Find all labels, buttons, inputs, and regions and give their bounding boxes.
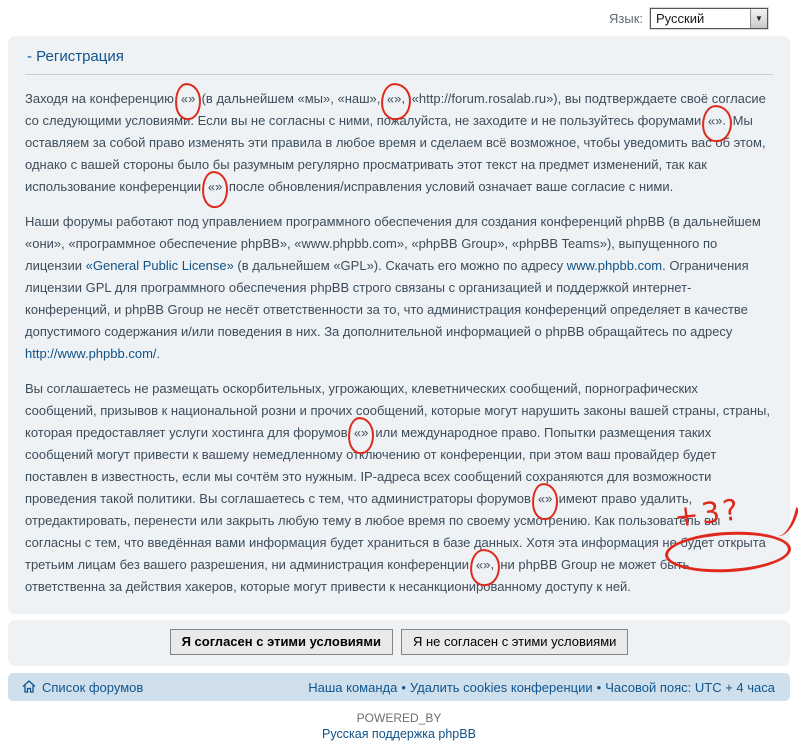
terms-text-segment: Мы оставляем за собой право изменять эти правила в любое время и сделаем всё возможное, чтобы уведомить вас об этом, однако с вашей стороны было бы разумным регулярно просматривать этот текст на предмет изменений, так как использование конференции [25,113,766,194]
chevron-down-icon[interactable]: ▼ [750,9,767,28]
red-pen-circle-annotation: «», [380,82,413,121]
red-pen-circle-annotation: «». [701,104,734,143]
terms-text-segment: после обновления/исправления условий означает ваше согласие с ними. [225,179,674,194]
language-label: Язык: [609,11,643,26]
powered-by-block [0,710,798,742]
terms-text-segment: Вы соглашаетесь не размещать оскорбительных, угрожающих, клеветнических сообщений, порнографических сообщений, призывов к национальной розни и прочих сообщений, которые могут нарушить законы вашей страны, страны, которая предоставляет услуги хостинга для форумов [25,381,770,440]
board-index-label: Список форумов [42,679,144,695]
terms-text-segment: Заходя на конференцию [25,91,178,106]
home-icon [22,680,36,693]
terms-text-segment: имеют право удалить, отредактировать, перенести или закрыть любую тему в любое время по своему усмотрению. Как пользователь вы согласны с тем, что введённая вами информация будет храниться в базе данных. Хотя эта информация не будет открыта третьим лицам без вашего разрешения, ни администрация конференции [25,491,766,572]
language-select-value: Русский [656,11,705,26]
inline-link[interactable]: http://www.phpbb.com/ [25,346,157,361]
terms-paragraph [25,211,773,365]
red-pen-circle-annotation: «» [173,82,202,121]
handwritten-plus3-annotation: +3? [672,492,743,534]
footer-separator: • [401,679,406,695]
terms-text-segment: (в дальнейшем «мы», «наш», [197,91,384,106]
inline-link[interactable]: «General Public License» [85,258,234,273]
language-select[interactable] [650,8,768,29]
terms-paragraph [25,378,773,598]
language-bar [0,0,798,30]
title-divider [25,74,773,75]
registration-panel [8,36,790,614]
page-title: - Регистрация [27,48,124,65]
terms-text-segment: ни phpBB Group не может быть ответственна за действия хакеров, которые могут привести к несанкционированному доступу к ней. [25,557,690,594]
terms-text-segment: (в дальнейшем «GPL»). Скачать его можно по адресу [233,258,567,273]
phpbb-support-link[interactable]: Русская поддержка phpBB [322,727,476,741]
footer-bar [8,673,790,701]
red-pen-circle-annotation: «» [347,416,376,455]
agree-button[interactable]: Я согласен с этими условиями [170,629,393,655]
inline-link[interactable]: www.phpbb.com [566,258,663,273]
delete-cookies-link[interactable]: Удалить cookies конференции [409,679,593,695]
terms-text-segment: . Ограничения лицензии GPL для программного обеспечения phpBB строго связаны с организацией и поддержкой интернет-конференций, и phpBB Group не несёт ответственности за то, что администрация конференций определяет в качестве допустимого содержания и/или поведения в них. За дополнительной информацией о phpBB обращайтесь по адресу [25,258,749,339]
terms-text-segment: Наши форумы работают под управлением программного обеспечения для создания конференций phpBB (в дальнейшем «они», «программное обеспечение phpBB», «www.phpbb.com», «phpBB Group», «phpBB Teams»), выпущенного по лицензии [25,214,761,273]
disagree-button[interactable]: Я не согласен с этими условиями [401,629,628,655]
board-index-link[interactable] [22,680,143,695]
buttons-panel [8,620,790,666]
footer-links [308,680,775,695]
red-pen-circle-annotation: «» [530,482,559,521]
terms-paragraph [25,88,773,198]
timezone-value: UTC + 4 часа [694,679,775,695]
terms-text-segment: . [156,346,161,361]
terms-text-segment: или международное право. Попытки размещения таких сообщений могут привести к вашему немедленному отключению от конференции, при этом ваш провайдер будет поставлен в известность, если мы сочтём это нужным. IP-адреса всех сообщений сохраняются для возможности проведения такой политики. Вы соглашаетесь с тем, что администраторы форумов [25,425,717,506]
red-pen-circle-annotation: «», [468,548,501,587]
powered-by-label: POWERED_BY [356,711,442,725]
red-pen-circle-annotation: «» [201,170,230,209]
timezone-label: Часовой пояс: [605,679,692,695]
terms-text-segment: «http://forum.rosalab.ru»), вы подтверждаете своё согласие со следующими условиями. Если вы не согласны с ними, пожалуйста, не заходите и не пользуйтесь форумами [25,91,766,128]
terms-text [25,88,773,598]
team-link[interactable]: Наша команда [308,679,398,695]
footer-separator: • [596,679,602,695]
